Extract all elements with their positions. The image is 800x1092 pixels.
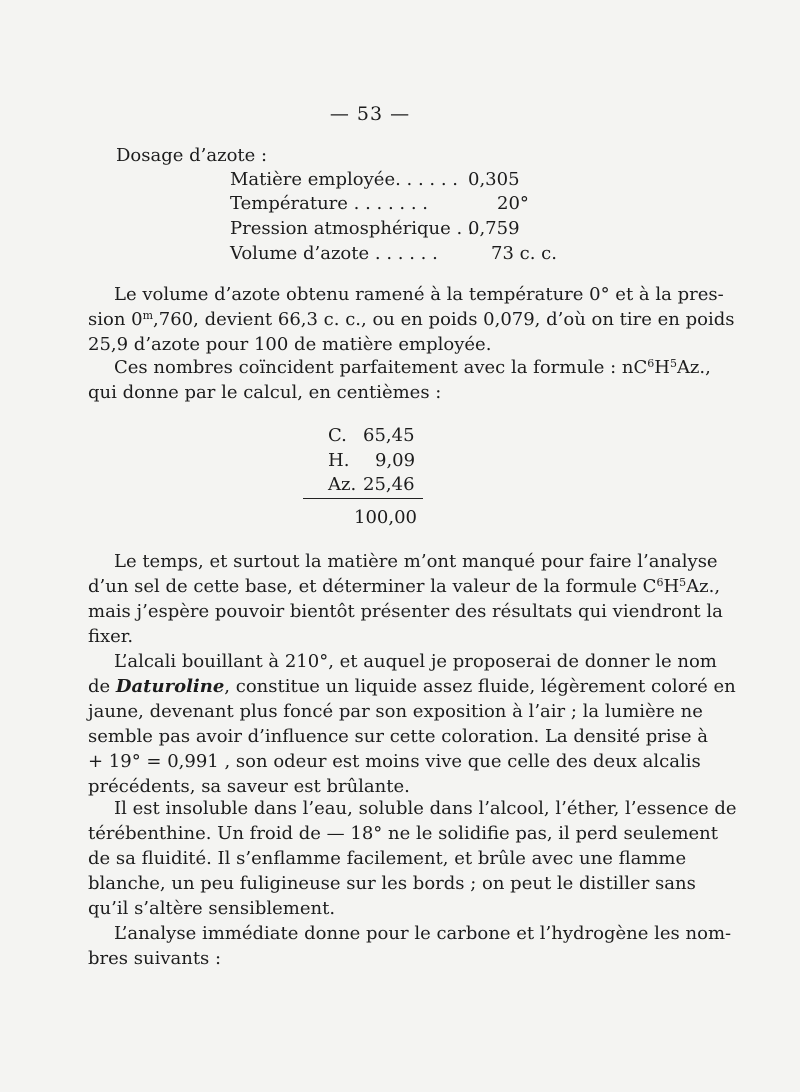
text-line: 25,9 d’azote pour 100 de matière employée. bbox=[88, 334, 492, 355]
text-line bbox=[88, 675, 736, 699]
term-daturoline: Daturoline bbox=[115, 676, 225, 697]
text-line: Ces nombres coïncident parfaitement avec la formule : $nC^6H^5Az$., bbox=[114, 357, 711, 378]
composition-element: Az. bbox=[328, 474, 357, 495]
text-line: de sa fluidité. Il s’enflamme facilement, et brûle avec une flamme bbox=[88, 848, 687, 869]
text-line: semble pas avoir d’influence sur cette coloration. La densité prise à bbox=[88, 726, 708, 747]
composition-value: 9,09 bbox=[375, 450, 416, 471]
text-fragment: de bbox=[88, 676, 116, 697]
text-line: + 19° = 0,991 , son odeur est moins vive que celle des deux alcalis bbox=[88, 751, 701, 772]
composition-total: 100,00 bbox=[354, 507, 417, 528]
dosage-label-pression: Pression atmosphérique . . bbox=[230, 218, 474, 239]
text-line: térébenthine. Un froid de — 18° ne le solidifie pas, il perd seulement bbox=[88, 823, 718, 844]
text-line: L’analyse immédiate donne pour le carbone et l’hydrogène les nom- bbox=[114, 923, 732, 944]
text-line: qu’il s’altère sensiblement. bbox=[88, 898, 336, 919]
text-line: qui donne par le calcul, en centièmes : bbox=[88, 382, 442, 403]
text-line: Le volume d’azote obtenu ramené à la température 0° et à la pres- bbox=[114, 284, 724, 305]
text-line: jaune, devenant plus foncé par son exposition à l’air ; la lumière ne bbox=[88, 701, 703, 722]
text-line: Il est insoluble dans l’eau, soluble dans l’alcool, l’éther, l’essence de bbox=[114, 798, 737, 819]
dosage-value-temperature: 20° bbox=[497, 193, 529, 214]
composition-value: 25,46 bbox=[363, 474, 415, 495]
text-line: précédents, sa saveur est brûlante. bbox=[88, 776, 410, 797]
composition-element: C. bbox=[328, 425, 347, 446]
text-line: fixer. bbox=[88, 626, 134, 647]
text-line: blanche, un peu fuligineuse sur les bords ; on peut le distiller sans bbox=[88, 873, 696, 894]
text-line: Le temps, et surtout la matière m’ont manqué pour faire l’analyse bbox=[114, 551, 718, 572]
text-fragment: , constitue un liquide assez fluide, légèrement coloré en bbox=[224, 676, 736, 697]
text-line: mais j’espère pouvoir bientôt présenter des résultats qui viendront la bbox=[88, 601, 723, 622]
text-line: sion 0$^m$,760, devient 66,3 c. c., ou en poids 0,079, d’où on tire en poids bbox=[88, 309, 735, 330]
sum-rule bbox=[303, 498, 423, 499]
dosage-label-matiere: Matière employée. . . . . . bbox=[230, 169, 459, 190]
dosage-value-pression: 0,759 bbox=[468, 218, 520, 239]
dosage-heading: Dosage d’azote : bbox=[116, 145, 268, 166]
dosage-label-temperature: Température . . . . . . . bbox=[230, 193, 429, 214]
dosage-value-matiere: 0,305 bbox=[468, 169, 520, 190]
composition-element: H. bbox=[328, 450, 350, 471]
text-line: d’un sel de cette base, et déterminer la valeur de la formule $C^6H^5Az$., bbox=[88, 576, 721, 597]
text-line: bres suivants : bbox=[88, 948, 222, 969]
text-line: L’alcali bouillant à 210°, et auquel je proposerai de donner le nom bbox=[114, 651, 717, 672]
dosage-label-volume: Volume d’azote . . . . . . bbox=[230, 243, 438, 264]
dosage-value-volume: 73 c. c. bbox=[491, 243, 557, 264]
composition-value: 65,45 bbox=[363, 425, 415, 446]
page-number: — 53 — bbox=[329, 103, 411, 125]
